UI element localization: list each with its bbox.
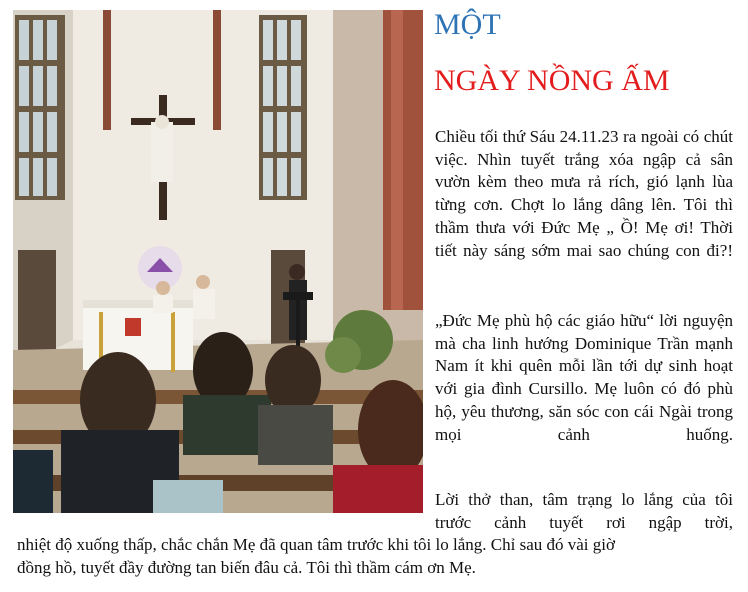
article-paragraph-3-line3: đồng hồ, tuyết đầy đường tan biến đâu cả. Tôi thì thầm cám ơn Mẹ. — [17, 557, 476, 577]
article-title-line2: NGÀY NỒNG ẤM — [434, 64, 670, 97]
article-title-line1: MỘT — [434, 8, 501, 41]
church-mass-photo — [13, 10, 423, 513]
article-paragraph-3-start: Lời thở than, tâm trạng lo lắng của tôi trước cảnh tuyết rơi ngập trời, — [435, 490, 733, 532]
article-paragraph-3-continuation — [17, 534, 733, 579]
article-paragraph-1: Chiều tối thứ Sáu 24.11.23 ra ngoài có chút việc. Nhìn tuyết trắng xóa ngập cả sân vườn kèm theo mưa rả rích, gió lạnh lùa từng cơn. Chợt lo lắng dâng lên. Tôi thì thầm thưa với Đức Mẹ „ Ồ! Mẹ ơi! Thời tiết này sáng sớm mai sao chúng con đi?! — [435, 127, 733, 260]
article-paragraph-2: „Đức Mẹ phù hộ các giáo hữu“ lời nguyện mà cha linh hướng Dominique Trần mạnh Nam ít khi quên mỗi lần tới dự sinh hoạt với gia đình Cursillo. Mẹ luôn có đó phù hộ, yêu thương, săn sóc con cái Ngài trong mọi cảnh huống. — [435, 311, 733, 444]
article-paragraph-3-line2: nhiệt độ xuống thấp, chắc chắn Mẹ đã quan tâm trước khi tôi lo lắng. Chỉ sau đó vài giờ — [17, 535, 615, 554]
